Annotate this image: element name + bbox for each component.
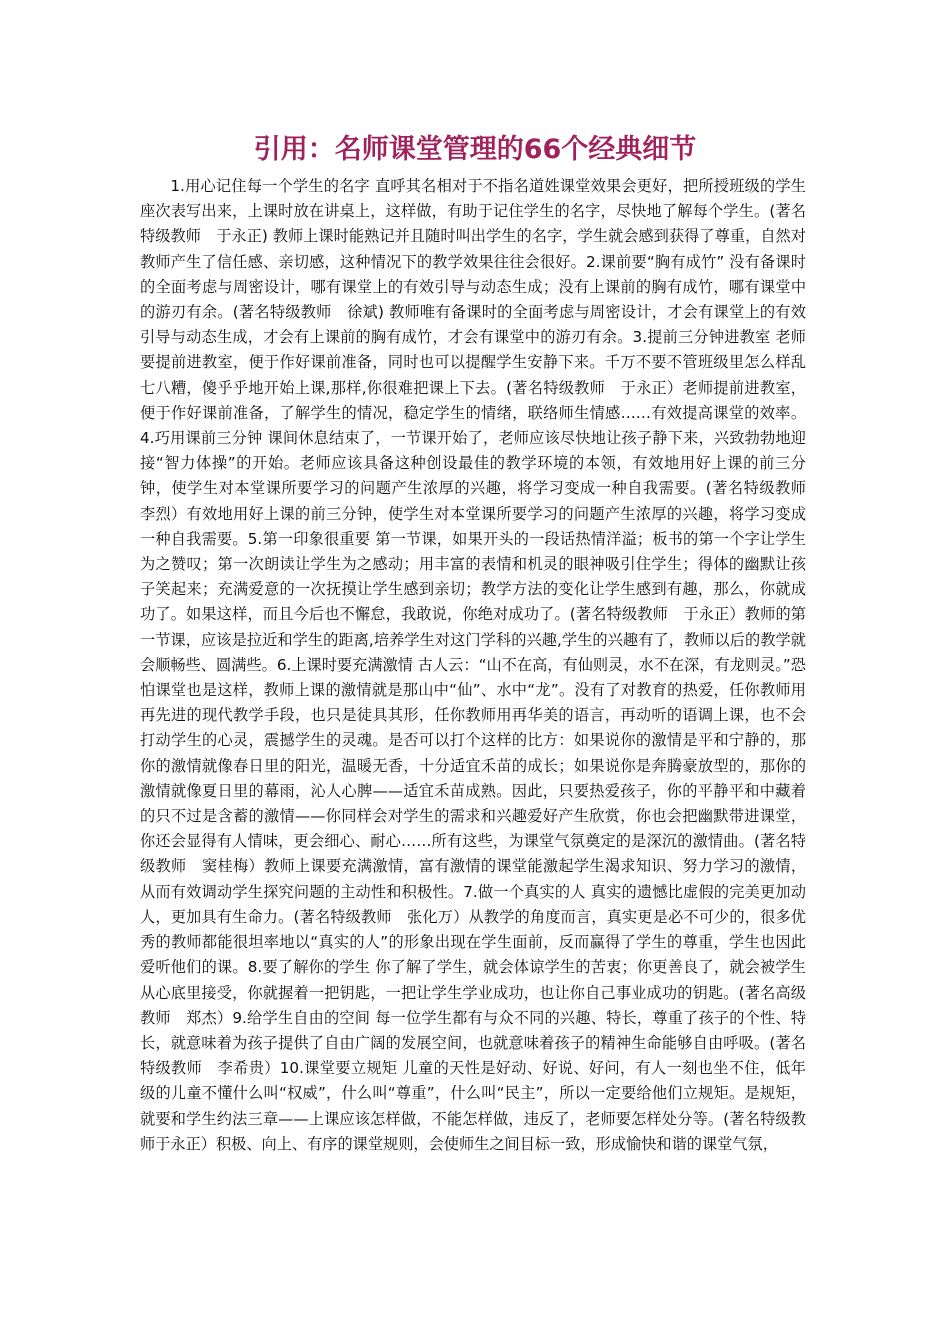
- document-body-paragraph: 1.用心记住每一个学生的名字 直呼其名相对于不指名道姓课堂效果会更好，把所授班级的学生座次表写出来，上课时放在讲桌上，这样做，有助于记住学生的名字，尽快地了解每个学生。(著名特级教师 于永正) 教师上课时能熟记并且随时叫出学生的名字，学生就会感到获得了尊重，自然对教师产生了信任感、亲切感，这种情况下的教学效果往往会很好。2.课前要“胸有成竹” 没有备课时的全面考虑与周密设计，哪有课堂上的有效引导与动态生成；没有上课前的胸有成竹，哪有课堂中的游刃有余。(著名特级教师 徐斌) 教师唯有备课时的全面考虑与周密设计，才会有课堂上的有效引导与动态生成，才会有上课前的胸有成竹，才会有课堂中的游刃有余。3.提前三分钟进教室 老师要提前进教室，便于作好课前准备，同时也可以提醒学生安静下来。千万不要不管班级里怎么样乱七八糟，傻乎乎地开始上课,那样,你很难把课上下去。(著名特级教师 于永正）老师提前进教室，便于作好课前准备，了解学生的情况，稳定学生的情绪，联络师生情感……有效提高课堂的效率。4.巧用课前三分钟 课间休息结束了，一节课开始了，老师应该尽快地让孩子静下来，兴致勃勃地迎接“智力体操”的开始。老师应该具备这种创设最佳的教学环境的本领，有效地用好上课的前三分钟，使学生对本堂课所要学习的问题产生浓厚的兴趣，将学习变成一种自我需要。(著名特级教师 李烈）有效地用好上课的前三分钟，使学生对本堂课所要学习的问题产生浓厚的兴趣，将学习变成一种自我需要。5.第一印象很重要 第一节课，如果开头的一段话热情洋溢；板书的第一个字让学生为之赞叹；第一次朗读让学生为之感动；用丰富的表情和机灵的眼神吸引住学生；得体的幽默让孩子笑起来；充满爱意的一次抚摸让学生感到亲切；教学方法的变化让学生感到有趣，那么，你就成功了。如果这样，而且今后也不懈怠，我敢说，你绝对成功了。(著名特级教师 于永正）教师的第一节课，应该是拉近和学生的距离,培养学生对这门学科的兴趣,学生的兴趣有了，教师以后的教学就会顺畅些、圆满些。6.上课时要充满激情 古人云：“山不在高，有仙则灵，水不在深，有龙则灵。”恐怕课堂也是这样，教师上课的激情就是那山中“仙”、水中“龙”。没有了对教育的热爱，任你教师用再先进的现代教学手段，也只是徒具其形，任你教师用再华美的语言，再动听的语调上课，也不会打动学生的心灵，震撼学生的灵魂。是否可以打个这样的比方：如果说你的激情是平和宁静的，那你的激情就像春日里的阳光，温暖无香，十分适宜禾苗的成长；如果说你是奔腾豪放型的，那你的激情就像夏日里的幕雨，沁人心脾——适宜禾苗成熟。因此，只要热爱孩子，你的平静平和中藏着的只不过是含蓄的激情——你同样会对学生的需求和兴趣爱好产生欣赏，你也会把幽默带进课堂，你还会显得有人情味，更会细心、耐心……所有这些，为课堂气氛奠定的是深沉的激情曲。(著名特级教师 窦桂梅）教师上课要充满激情，富有激情的课堂能激起学生渴求知识、努力学习的激情，从而有效调动学生探究问题的主动性和积极性。7.做一个真实的人 真实的遗憾比虚假的完美更加动人，更加具有生命力。(著名特级教师 张化万）从教学的角度而言，真实更是必不可少的，很多优秀的教师都能很坦率地以“真实的人”的形象出现在学生面前，反而赢得了学生的尊重，学生也因此爱听他们的课。8.要了解你的学生 你了解了学生，就会体谅学生的苦衷；你更善良了，就会被学生从心底里接受，你就握着一把钥匙，一把让学生学业成功，也让你自己事业成功的钥匙。(著名高级教师 郑杰）9.给学生自由的空间 每一位学生都有与众不同的兴趣、特长，尊重了孩子的个性、特长，就意味着为孩子提供了自由广阔的发展空间，也就意味着孩子的精神生命能够自由呼吸。(著名特级教师 李希贵）10.课堂要立规矩 儿童的天性是好动、好说、好问，有人一刻也坐不住，低年级的儿童不懂什么叫“权威”，什么叫“尊重”，什么叫“民主”，所以一定要给他们立规矩。是规矩，就要和学生约法三章——上课应该怎样做，不能怎样做，违反了，老师要怎样处分等。(著名特级教师于永正）积极、向上、有序的课堂规则，会使师生之间目标一致，形成愉快和谐的课堂气氛，: [140, 177, 822, 1153]
- document-title: 引用：名师课堂管理的66个经典细节: [253, 134, 697, 165]
